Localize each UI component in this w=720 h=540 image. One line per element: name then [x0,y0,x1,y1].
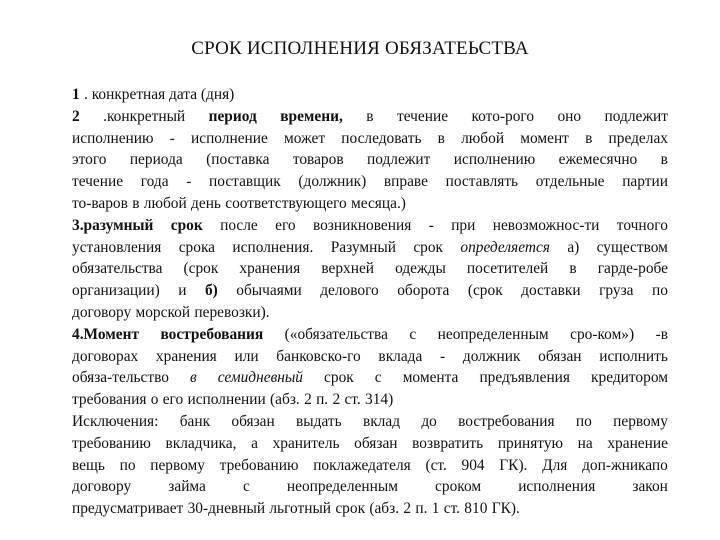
text-word: банковско-го [276,347,361,365]
text-line [72,171,668,193]
text-word: оборота [397,282,450,300]
text-word: 314) [365,391,394,409]
text-line [72,215,668,237]
text-word: в [132,194,140,212]
text-word: с [242,478,250,496]
text-word: перевозки). [194,303,270,321]
text-line [72,455,668,477]
text-word: ежемесячно [558,151,638,169]
text-word: должник [462,347,521,365]
text-word: («обязательства [284,325,388,343]
text-line [72,389,668,411]
text-word: договору [72,478,132,496]
text-word: невозможнос-ти [492,216,600,234]
text-word: доп-жникапо [582,456,668,474]
text-word: ст. [344,391,361,409]
text-word: 904 [461,456,485,474]
text-word: поставщик [209,173,281,191]
text-word: обязан [354,434,398,452]
slide-body-text [72,84,668,520]
text-word: морской [135,303,191,321]
text-word: требования [72,391,147,409]
text-word: требованию [72,434,151,452]
text-word: исполнение [191,129,268,147]
text-word: установления [72,238,162,256]
text-word: периода [129,151,183,169]
text-word: посетителей [466,260,549,278]
text-word: после [220,216,258,234]
text-word: принятую [497,434,564,452]
text-word: (абз. [369,500,400,518]
text-word: возвратить [412,434,484,452]
text-word: (срок [467,282,503,300]
text-word: или [234,347,259,365]
text-word: подлежит [604,107,668,125]
text-word: верхней [321,260,375,278]
text-word: организации) [72,282,160,300]
text-line [72,476,668,498]
text-word: - [186,173,192,191]
text-word: 30-дневный [187,500,266,518]
text-word: его [275,216,296,234]
text-word: кото-рого [471,107,535,125]
text-word: пределах [608,129,668,147]
text-word: груза [599,282,634,300]
text-word: (срок [183,260,219,278]
text-word: обычаями [236,282,302,300]
text-word: закон [632,478,668,496]
text-word: хранения [239,260,301,278]
text-line [72,149,668,171]
text-word: банк [179,412,211,430]
text-word: месяца.) [351,194,406,212]
text-line [72,106,668,128]
text-word: срок [324,369,354,387]
text-word: срока [178,238,216,256]
text-word: 2 [72,107,80,125]
text-word: 2 [304,391,312,409]
text-word: любой [461,129,505,147]
text-word: срок [413,238,444,256]
text-word: в [437,129,445,147]
text-line [72,84,668,106]
text-word: по [575,412,592,430]
text-word: любой [143,194,187,212]
text-line [72,324,668,346]
text-word: требованию [219,456,299,474]
text-word: поклажедателя [313,456,411,474]
text-word: до [421,412,437,430]
text-word: Исключения: [72,412,159,430]
text-word: исполнении [187,391,266,409]
text-word: ГК). [491,500,520,518]
text-word: обяза-тельство [72,369,169,387]
text-word: - [169,129,175,147]
text-word: делового [320,282,379,300]
text-word: вправе [383,173,428,191]
text-word: о [150,391,159,409]
text-word: по [119,456,136,474]
text-word: вклад [362,412,401,430]
text-word: вещь [72,456,105,474]
text-word: 810 [464,500,488,518]
text-word: хранитель [272,434,340,452]
text-word: Разумный [330,238,396,256]
text-word: гарде-робе [597,260,668,278]
text-word: неопределенным [437,325,549,343]
text-word: семидневный [217,369,303,387]
text-word: поставлять [445,173,519,191]
text-word: года [140,173,169,191]
text-word: договору [72,303,132,321]
text-word: то-варов [72,194,128,212]
text-word: - [428,216,434,234]
text-word: существом [596,238,668,256]
text-word: исполнению [72,129,154,147]
text-word: одежды [395,260,446,278]
text-word: востребования [160,325,264,343]
text-word: а [251,434,258,452]
text-word: 3.разумный [72,216,154,234]
text-word: (должник) [298,173,367,191]
text-word: обязательства [72,260,163,278]
text-word: срок [335,500,366,518]
text-word: срок [170,216,203,234]
text-word: исполнения [518,478,596,496]
text-word: (ст. [425,456,447,474]
text-word: этого [72,151,107,169]
text-word: (абз. [270,391,300,409]
text-word: ГК). [499,456,528,474]
text-word: - [440,347,446,365]
text-word: с [374,369,382,387]
text-line [72,433,668,455]
text-word: льготный [269,500,332,518]
text-line [72,237,668,259]
text-line [72,128,668,150]
text-word: неопределенным [286,478,398,496]
text-word: вклада [378,347,423,365]
text-word: -в [655,325,668,343]
text-line [72,302,668,324]
text-word: хранения [155,347,217,365]
text-word: обязан [538,347,582,365]
text-word: 2 [403,500,412,518]
text-word: кредитором [591,369,668,387]
text-line [72,193,668,215]
text-word: а) [567,238,580,256]
text-word: в [366,107,374,125]
text-word: ст. [443,500,460,518]
text-word: предусматривает [72,500,184,518]
text-word: 4.Момент [72,325,140,343]
text-word: отдельные [535,173,605,191]
text-word: предъявления [479,369,570,387]
text-word: востребования [458,412,555,430]
text-word: точного [616,216,668,234]
text-word: в [189,369,197,387]
text-word: .конкретный [103,107,186,125]
text-word: оно [557,107,582,125]
text-word: в [569,260,577,278]
text-word: 1 [431,500,440,518]
text-word: займа [168,478,206,496]
text-word: первому [150,456,205,474]
text-line [72,258,668,280]
text-line [72,498,668,520]
text-word: исполнить [599,347,668,365]
text-word: договорах [72,347,139,365]
text-word: Для [542,456,568,474]
text-word: б) [204,282,218,300]
text-word: день [191,194,221,212]
text-word: и [178,282,187,300]
text-line [72,280,668,302]
text-line [72,346,668,368]
text-word: п. [415,500,428,518]
text-line [72,367,668,389]
text-word: в [660,151,668,169]
text-word: выдать [296,412,342,430]
text-word: в [585,129,593,147]
text-word: п. [316,391,329,409]
text-word: вкладчика, [165,434,237,452]
text-word: доставки [521,282,581,300]
text-word: . конкретная дата (дня) [84,86,235,103]
text-word: соответствующего [225,194,347,212]
text-word: по [651,282,668,300]
text-word: 1 [72,86,80,103]
text-word: обязан [231,412,275,430]
text-word: хранение [607,434,668,452]
text-word: определяется [460,238,550,256]
text-word: сро-ком») [570,325,635,343]
text-word: момента [402,369,459,387]
slide-title: СРОК ИСПОЛНЕНИЯ ОБЯЗАТЕЬСТВА [191,38,529,59]
text-word: может [284,129,326,147]
text-word: возникновения [312,216,412,234]
text-word: первому [613,412,668,430]
text-word: период [208,107,257,125]
text-word: при [451,216,476,234]
text-word: времени, [280,107,343,125]
text-word: на [577,434,593,452]
text-word: течение [72,173,124,191]
text-word: исполнения. [232,238,314,256]
text-word: с [409,325,417,343]
text-line [72,411,668,433]
text-word: партии [622,173,668,191]
text-word: (поставка [206,151,270,169]
text-word: последовать [341,129,422,147]
text-word: сроком [435,478,482,496]
text-word: подлежит [366,151,431,169]
text-word: момент [520,129,569,147]
text-word: товаров [292,151,344,169]
text-word: течение [396,107,449,125]
text-word: 2 [332,391,341,409]
text-word: исполнению [453,151,536,169]
text-word: его [162,391,184,409]
